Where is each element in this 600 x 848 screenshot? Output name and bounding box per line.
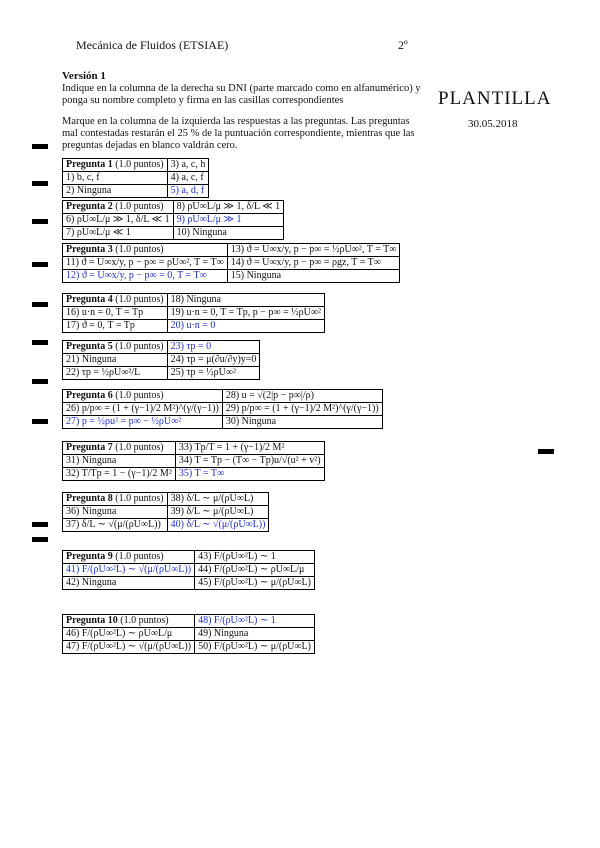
answer-option-correct[interactable]: 35) T = T∞ [175,468,324,481]
answer-option-correct[interactable]: 41) F/(ρU∞²L) ∼ √(μ/(ρU∞L)) [63,564,195,577]
answer-option[interactable]: 1) b, c, f [63,172,168,185]
page-number: 2º [398,38,408,52]
question-3-table [62,243,400,283]
answer-option[interactable]: 6) ρU∞L/μ ≫ 1, δ/L ≪ 1 [63,214,174,227]
registration-mark [32,340,48,345]
question-title: Pregunta 8 (1.0 puntos) [63,493,168,506]
question-1-table [62,158,209,198]
answer-option[interactable]: 10) Ninguna [173,227,284,240]
question-8-table [62,492,269,532]
question-title: Pregunta 2 (1.0 puntos) [63,201,174,214]
registration-mark [32,537,48,542]
plantilla-title: PLANTILLA [438,88,552,109]
registration-mark [32,419,48,424]
question-4-table [62,293,325,333]
registration-mark [32,219,48,224]
question-5-table [62,340,260,380]
question-title: Pregunta 10 (1.0 puntos) [63,615,195,628]
answer-option[interactable]: 45) F/(ρU∞²L) ∼ μ/(ρU∞L) [195,577,315,590]
registration-mark [32,302,48,307]
answer-option[interactable]: 30) Ninguna [222,416,382,429]
answer-option[interactable]: 49) Ninguna [195,628,315,641]
version-label: Versión 1 [62,70,106,82]
question-2-table [62,200,284,240]
question-6-table [62,389,383,429]
answer-option[interactable]: 19) u·n = 0, T = Tp, p − p∞ = ½ρU∞² [167,307,324,320]
answer-option[interactable]: 24) τp = μ(∂u/∂y)y=0 [167,354,260,367]
course-title: Mecánica de Fluidos (ETSIAE) [76,38,229,52]
answer-option-correct[interactable]: 5) a, d, f [167,185,209,198]
answer-option-correct[interactable]: 40) δ/L ∼ √(μ/(ρU∞L)) [167,519,269,532]
answer-option[interactable]: 29) p/p∞ = (1 + (γ−1)/2 M²)^(γ/(γ−1)) [222,403,382,416]
answer-option[interactable]: 39) δ/L ∼ μ/(ρU∞L) [167,506,269,519]
question-title: Pregunta 9 (1.0 puntos) [63,551,195,564]
answer-option[interactable]: 47) F/(ρU∞²L) ∼ √(μ/(ρU∞L)) [63,641,195,654]
answer-option[interactable]: 18) Ninguna [167,294,324,307]
answer-option[interactable]: 42) Ninguna [63,577,195,590]
answer-option[interactable]: 13) ϑ = U∞x/y, p − p∞ = ½ρU∞², T = T∞ [227,244,400,257]
answer-option[interactable]: 21) Ninguna [63,354,168,367]
answer-option[interactable]: 34) T = Tp − (T∞ − Tp)u/√(u² + v²) [175,455,324,468]
answer-option[interactable]: 31) Ninguna [63,455,176,468]
answer-option[interactable]: 33) Tp/T = 1 + (γ−1)/2 M² [175,442,324,455]
answer-option[interactable]: 50) F/(ρU∞²L) ∼ μ/(ρU∞L) [195,641,315,654]
answer-option[interactable]: 16) u·n = 0, T = Tp [63,307,168,320]
registration-mark [538,449,554,454]
answer-option[interactable]: 7) ρU∞L/μ ≪ 1 [63,227,174,240]
instructions-answers: Marque en la columna de la izquierda las respuestas a las preguntas. Las preguntas mal contestadas restarán el 25 % de la puntuación correspondiente, mientras que las preguntas dejadas en blanco valdrán cero. [62,116,415,151]
answer-option[interactable]: 2) Ninguna [63,185,168,198]
answer-option[interactable]: 14) ϑ = U∞x/y, p − p∞ = ρgz, T = T∞ [227,257,400,270]
answer-option-correct[interactable]: 23) τp = 0 [167,341,260,354]
answer-option[interactable]: 3) a, c, h [167,159,209,172]
answer-option[interactable]: 43) F/(ρU∞²L) ∼ 1 [195,551,315,564]
question-title: Pregunta 1 (1.0 puntos) [63,159,168,172]
answer-option[interactable]: 25) τp = ½ρU∞² [167,367,260,380]
answer-option[interactable]: 11) ϑ = U∞x/y, p − p∞ = ρU∞², T = T∞ [63,257,228,270]
answer-option[interactable]: 26) p/p∞ = (1 + (γ−1)/2 M²)^(γ/(γ−1)) [63,403,223,416]
answer-option[interactable]: 46) F/(ρU∞²L) ∼ ρU∞L/μ [63,628,195,641]
answer-option-correct[interactable]: 12) ϑ = U∞x/y, p − p∞ = 0, T = T∞ [63,270,228,283]
instructions-dni: Indique en la columna de la derecha su DNI (parte marcado como en alfanumérico) y ponga su nombre completo y firma en las casillas correspondientes [62,83,421,106]
question-7-table [62,441,325,481]
answer-option-correct[interactable]: 9) ρU∞L/μ ≫ 1 [173,214,284,227]
answer-option[interactable]: 36) Ninguna [63,506,168,519]
answer-option[interactable]: 4) a, c, f [167,172,209,185]
registration-mark [32,181,48,186]
answer-option[interactable]: 28) u = √(2|p − p∞|/ρ) [222,390,382,403]
question-10-table [62,614,315,654]
answer-option[interactable]: 8) ρU∞L/μ ≫ 1, δ/L ≪ 1 [173,201,284,214]
answer-option[interactable]: 44) F/(ρU∞²L) ∼ ρU∞L/μ [195,564,315,577]
registration-mark [32,379,48,384]
question-title: Pregunta 3 (1.0 puntos) [63,244,228,257]
answer-option[interactable]: 37) δ/L ∼ √(μ/(ρU∞L)) [63,519,168,532]
exam-date: 30.05.2018 [468,118,518,130]
registration-mark [32,144,48,149]
answer-option-correct[interactable]: 48) F/(ρU∞²L) ∼ 1 [195,615,315,628]
answer-option[interactable]: 38) δ/L ∼ μ/(ρU∞L) [167,493,269,506]
answer-option[interactable]: 15) Ninguna [227,270,400,283]
question-title: Pregunta 5 (1.0 puntos) [63,341,168,354]
question-title: Pregunta 7 (1.0 puntos) [63,442,176,455]
answer-option[interactable]: 17) ϑ = 0, T = Tp [63,320,168,333]
registration-mark [32,522,48,527]
question-title: Pregunta 4 (1.0 puntos) [63,294,168,307]
answer-option[interactable]: 32) T/Tp = 1 − (γ−1)/2 M² [63,468,176,481]
question-9-table [62,550,315,590]
registration-mark [32,262,48,267]
question-title: Pregunta 6 (1.0 puntos) [63,390,223,403]
answer-option[interactable]: 22) τp = ½ρU∞²/L [63,367,168,380]
answer-option-correct[interactable]: 27) p = ½ρu² = p∞ − ½ρU∞² [63,416,223,429]
answer-option-correct[interactable]: 20) u·n = 0 [167,320,324,333]
